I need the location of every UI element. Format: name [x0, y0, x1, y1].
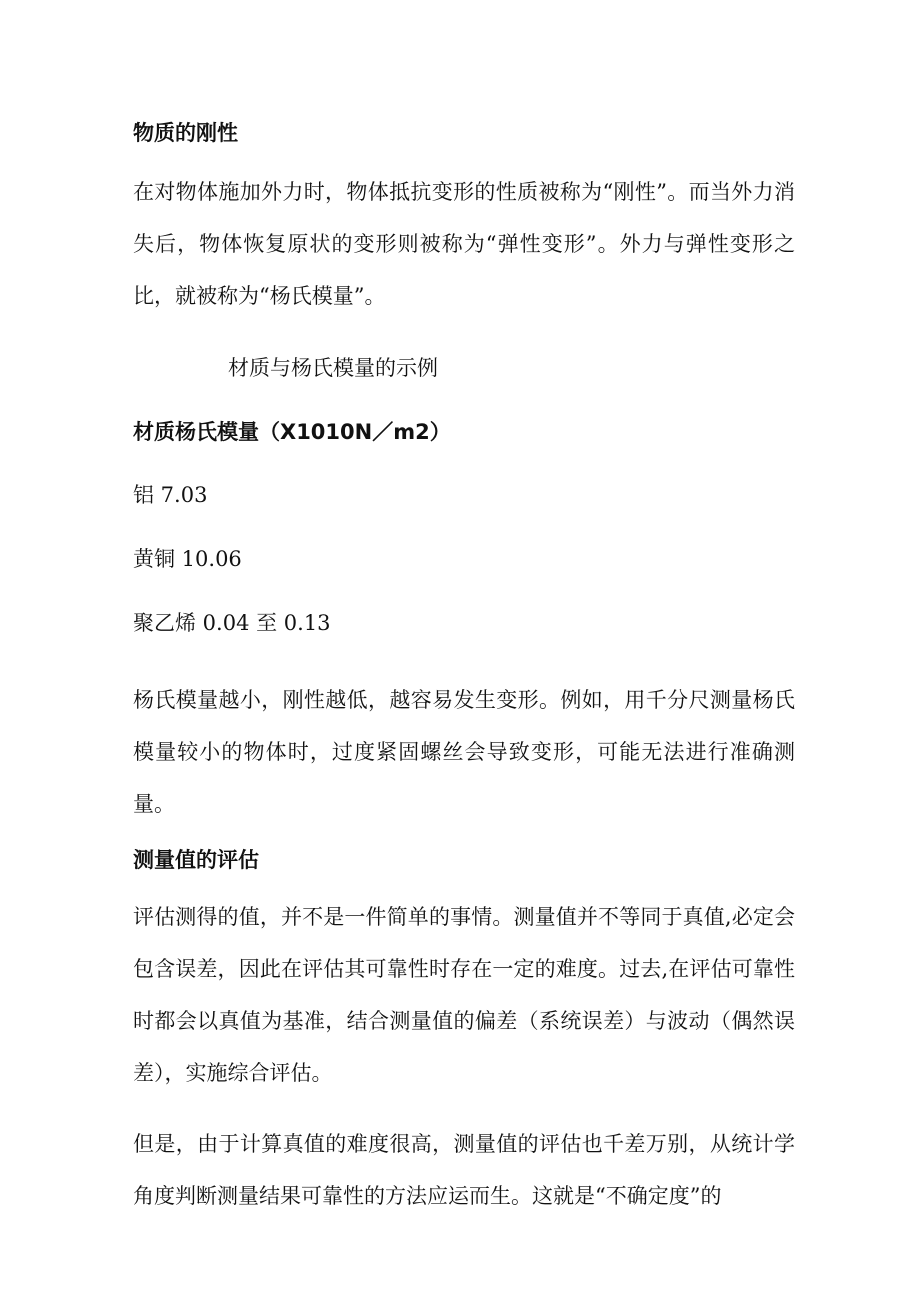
- table-header: 材质杨氏模量（X1010N／m2）: [133, 420, 451, 444]
- evaluation-paragraph-1: 评估测得的值，并不是一件简单的事情。测量值并不等同于真值,必定会包含误差，因此在评估其可靠性时存在一定的难度。过去,在评估可靠性时都会以真值为基准，结合测量值的偏差（系统误差）与波动（偶然误差），实施综合评估。: [133, 905, 795, 1085]
- table-caption: 材质与杨氏模量的示例: [228, 356, 438, 380]
- section-heading-rigidity: 物质的刚性: [133, 121, 238, 145]
- evaluation-paragraph-2: 但是，由于计算真值的难度很高，测量值的评估也千差万别，从统计学角度判断测量结果可靠性的方法应运而生。这就是“不确定度”的: [133, 1132, 795, 1208]
- section-heading-evaluation: 测量值的评估: [133, 848, 259, 872]
- rigidity-paragraph: 在对物体施加外力时，物体抵抗变形的性质被称为“刚性”。而当外力消失后，物体恢复原状的变形则被称为“弹性变形”。外力与弹性变形之比，就被称为“杨氏模量”。: [133, 180, 795, 308]
- table-row-aluminum: 铝 7.03: [133, 483, 208, 507]
- youngs-modulus-paragraph: 杨氏模量越小，刚性越低，越容易发生变形。例如，用千分尺测量杨氏模量较小的物体时，过度紧固螺丝会导致变形，可能无法进行准确测量。: [133, 688, 795, 816]
- table-row-brass: 黄铜 10.06: [133, 547, 242, 571]
- table-row-polyethylene: 聚乙烯 0.04 至 0.13: [133, 611, 331, 635]
